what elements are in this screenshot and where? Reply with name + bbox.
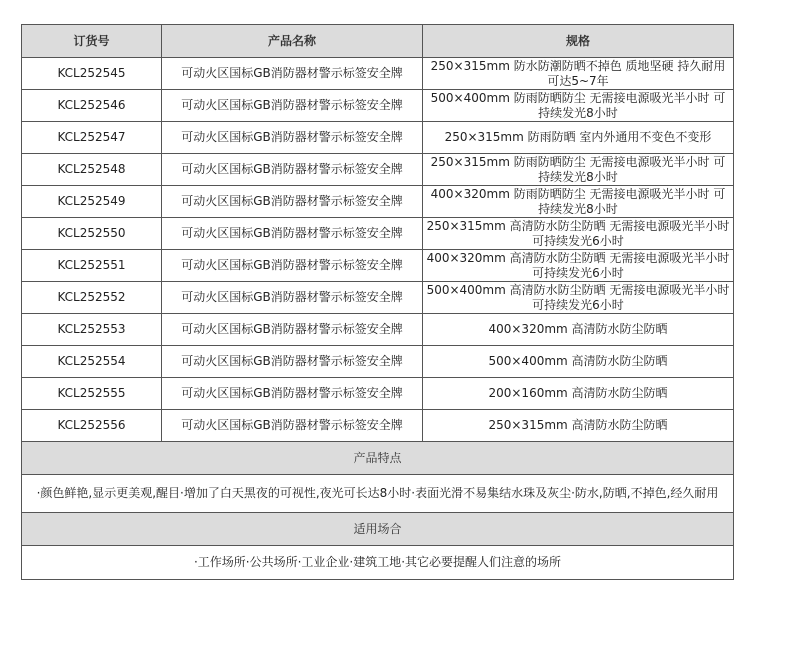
product-name-cell: 可动火区国标GB消防器材警示标签安全牌 bbox=[162, 218, 423, 250]
features-header-row bbox=[22, 442, 734, 475]
product-name-cell: 可动火区国标GB消防器材警示标签安全牌 bbox=[162, 122, 423, 154]
specification-cell: 250×315mm 高清防水防尘防晒 无需接电源吸光半小时 可持续发光6小时 bbox=[423, 218, 734, 250]
table-row bbox=[22, 58, 734, 90]
table-row bbox=[22, 250, 734, 282]
order-number-cell: KCL252552 bbox=[22, 282, 162, 314]
specification-cell: 500×400mm 高清防水防尘防晒 无需接电源吸光半小时 可持续发光6小时 bbox=[423, 282, 734, 314]
product-name-cell: 可动火区国标GB消防器材警示标签安全牌 bbox=[162, 378, 423, 410]
specification-cell: 200×160mm 高清防水防尘防晒 bbox=[423, 378, 734, 410]
table-row bbox=[22, 314, 734, 346]
applications-header-row bbox=[22, 513, 734, 546]
product-name-cell: 可动火区国标GB消防器材警示标签安全牌 bbox=[162, 410, 423, 442]
order-number-cell: KCL252553 bbox=[22, 314, 162, 346]
table-row bbox=[22, 218, 734, 250]
order-number-cell: KCL252554 bbox=[22, 346, 162, 378]
product-name-cell: 可动火区国标GB消防器材警示标签安全牌 bbox=[162, 250, 423, 282]
product-name-cell: 可动火区国标GB消防器材警示标签安全牌 bbox=[162, 346, 423, 378]
table-row bbox=[22, 122, 734, 154]
order-number-cell: KCL252549 bbox=[22, 186, 162, 218]
product-name-cell: 可动火区国标GB消防器材警示标签安全牌 bbox=[162, 186, 423, 218]
features-row bbox=[22, 475, 734, 513]
specification-cell: 400×320mm 防雨防晒防尘 无需接电源吸光半小时 可持续发光8小时 bbox=[423, 186, 734, 218]
specification-cell: 400×320mm 高清防水防尘防晒 bbox=[423, 314, 734, 346]
table-row bbox=[22, 378, 734, 410]
product-name-cell: 可动火区国标GB消防器材警示标签安全牌 bbox=[162, 282, 423, 314]
features-title: 产品特点 bbox=[22, 442, 734, 475]
applications-text: ·工作场所·公共场所·工业企业·建筑工地·其它必要提醒人们注意的场所 bbox=[22, 546, 734, 580]
table-row bbox=[22, 90, 734, 122]
header-order-number: 订货号 bbox=[22, 25, 162, 58]
order-number-cell: KCL252545 bbox=[22, 58, 162, 90]
specification-cell: 500×400mm 高清防水防尘防晒 bbox=[423, 346, 734, 378]
order-number-cell: KCL252556 bbox=[22, 410, 162, 442]
order-number-cell: KCL252551 bbox=[22, 250, 162, 282]
table-row bbox=[22, 186, 734, 218]
product-name-cell: 可动火区国标GB消防器材警示标签安全牌 bbox=[162, 58, 423, 90]
order-number-cell: KCL252555 bbox=[22, 378, 162, 410]
product-name-cell: 可动火区国标GB消防器材警示标签安全牌 bbox=[162, 90, 423, 122]
table-row bbox=[22, 282, 734, 314]
specification-cell: 500×400mm 防雨防晒防尘 无需接电源吸光半小时 可持续发光8小时 bbox=[423, 90, 734, 122]
specification-cell: 250×315mm 防水防潮防晒不掉色 质地坚硬 持久耐用可达5~7年 bbox=[423, 58, 734, 90]
applications-title: 适用场合 bbox=[22, 513, 734, 546]
table-row bbox=[22, 346, 734, 378]
table-header-row bbox=[22, 25, 734, 58]
specification-cell: 250×315mm 防雨防晒防尘 无需接电源吸光半小时 可持续发光8小时 bbox=[423, 154, 734, 186]
header-specification: 规格 bbox=[423, 25, 734, 58]
order-number-cell: KCL252547 bbox=[22, 122, 162, 154]
specification-cell: 250×315mm 高清防水防尘防晒 bbox=[423, 410, 734, 442]
table-row bbox=[22, 154, 734, 186]
specification-cell: 400×320mm 高清防水防尘防晒 无需接电源吸光半小时 可持续发光6小时 bbox=[423, 250, 734, 282]
order-number-cell: KCL252546 bbox=[22, 90, 162, 122]
header-product-name: 产品名称 bbox=[162, 25, 423, 58]
product-name-cell: 可动火区国标GB消防器材警示标签安全牌 bbox=[162, 314, 423, 346]
specification-cell: 250×315mm 防雨防晒 室内外通用不变色不变形 bbox=[423, 122, 734, 154]
features-text: ·颜色鲜艳,显示更美观,醒目·增加了白天黑夜的可视性,夜光可长达8小时·表面光滑不易集结水珠及灰尘·防水,防晒,不掉色,经久耐用 bbox=[22, 475, 734, 513]
applications-row bbox=[22, 546, 734, 580]
product-name-cell: 可动火区国标GB消防器材警示标签安全牌 bbox=[162, 154, 423, 186]
order-number-cell: KCL252550 bbox=[22, 218, 162, 250]
product-spec-table bbox=[21, 24, 734, 580]
table-row bbox=[22, 410, 734, 442]
order-number-cell: KCL252548 bbox=[22, 154, 162, 186]
